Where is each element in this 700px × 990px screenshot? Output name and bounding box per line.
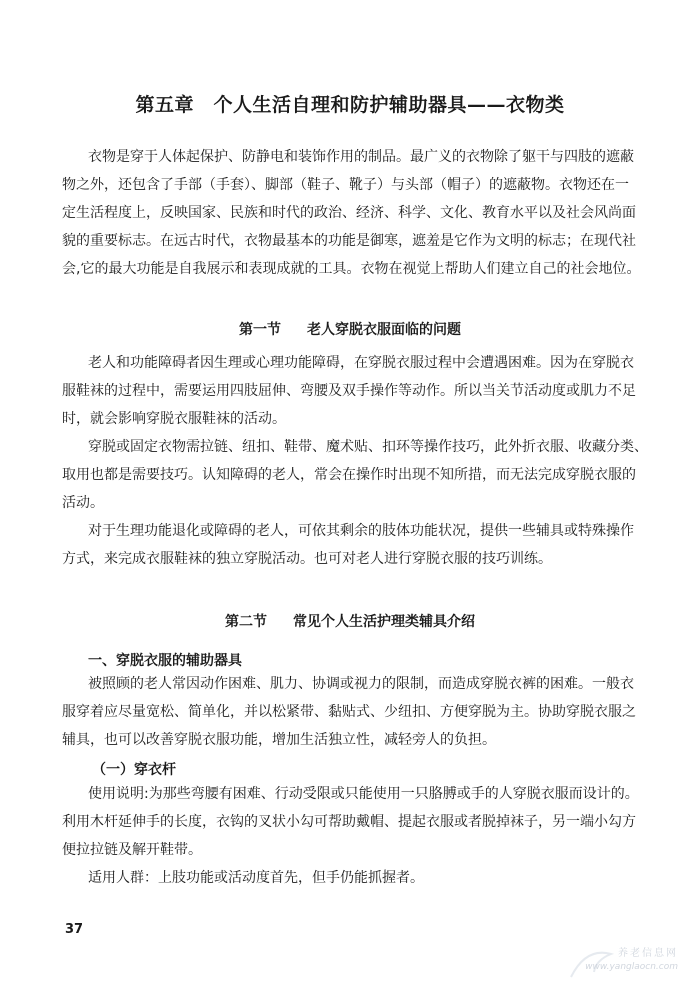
text-line: 对于生理功能退化或障碍的老人，可依其剩余的肢体功能状况，提供一些辅具或特殊操作 [88,523,634,539]
intro-paragraph [62,143,661,283]
text-line: 方式，来完成衣服鞋袜的独立穿脱活动。也可对老人进行穿脱衣服的技巧训练。 [62,551,552,567]
subheading: （一）穿衣杆 [92,762,176,778]
section-heading [0,319,700,339]
text-line: 适用人群：上肢功能或活动度首先，但手仍能抓握者。 [88,870,424,886]
text-line: 会,它的最大功能是自我展示和表现成就的工具。衣物在视觉上帮助人们建立自己的社会地位。 [62,261,641,277]
section-number: 第一节 [239,322,281,338]
text-line: 便拉拉链及解开鞋带。 [62,842,202,858]
text-line: 被照顾的老人常因动作困难、肌力、协调或视力的限制，而造成穿脱衣裤的困难。一般衣 [88,676,634,692]
subheading: 一、穿脱衣服的辅助器具 [88,653,242,669]
paragraph [62,670,661,754]
paragraph [62,780,661,864]
paragraph [62,517,661,573]
text-line: 物之外，还包含了手部（手套）、脚部（鞋子、靴子）与头部（帽子）的遮蔽物。衣物还在一 [62,177,629,193]
text-line: 取用也都是需要技巧。认知障碍的老人，常会在操作时出现不知所措，而无法完成穿脱衣服的 [62,467,636,483]
text-line: 辅具，也可以改善穿脱衣服功能，增加生活独立性，减轻旁人的负担。 [62,732,496,748]
section-title: 常见个人生活护理类辅具介绍 [293,614,475,630]
text-line: 貌的重要标志。在远古时代，衣物最基本的功能是御寒，遮羞是它作为文明的标志；在现代社 [62,233,636,249]
text-line: 利用木杆延伸手的长度，衣钩的叉状小勾可帮助戴帽、提起衣服或者脱掉袜子，另一端小勾方 [62,814,636,830]
chapter-title: 第五章 个人生活自理和防护辅助器具——衣物类 [135,94,565,116]
section-title: 老人穿脱衣服面临的问题 [307,322,461,338]
section-number: 第二节 [225,614,267,630]
paragraph [62,349,661,433]
text-line: 活动。 [62,495,104,511]
watermark [566,942,686,982]
section-heading [0,611,700,631]
text-line: 老人和功能障碍者因生理或心理功能障碍，在穿脱衣服过程中会遭遇困难。因为在穿脱衣 [88,355,634,371]
paragraph [88,864,661,892]
text-line: 定生活程度上，反映国家、民族和时代的政治、经济、科学、文化、教育水平以及社会风尚面 [62,205,636,221]
text-line: 衣物是穿于人体起保护、防静电和装饰作用的制品。最广义的衣物除了躯干与四肢的遮蔽 [88,149,634,165]
text-line: 服鞋袜的过程中，需要运用四肢屈伸、弯腰及双手操作等动作。所以当关节活动度或肌力不足 [62,383,636,399]
text-line: 服穿着应尽量宽松、简单化，并以松紧带、黏贴式、少纽扣、方便穿脱为主。协助穿脱衣服之 [62,704,636,720]
text-line: 使用说明:为那些弯腰有困难、行动受限或只能使用一只胳膊或手的人穿脱衣服而设计的。 [88,786,639,802]
paragraph [62,433,661,517]
watermark-url: www.yanglaocn.com [585,962,678,972]
page-number: 37 [65,922,84,937]
text-line: 穿脱或固定衣物需拉链、纽扣、鞋带、魔术贴、扣环等操作技巧，此外折衣服、收藏分类、 [88,439,648,455]
text-line: 时，就会影响穿脱衣服鞋袜的活动。 [62,411,286,427]
watermark-name: 养老信息网 [618,948,678,959]
